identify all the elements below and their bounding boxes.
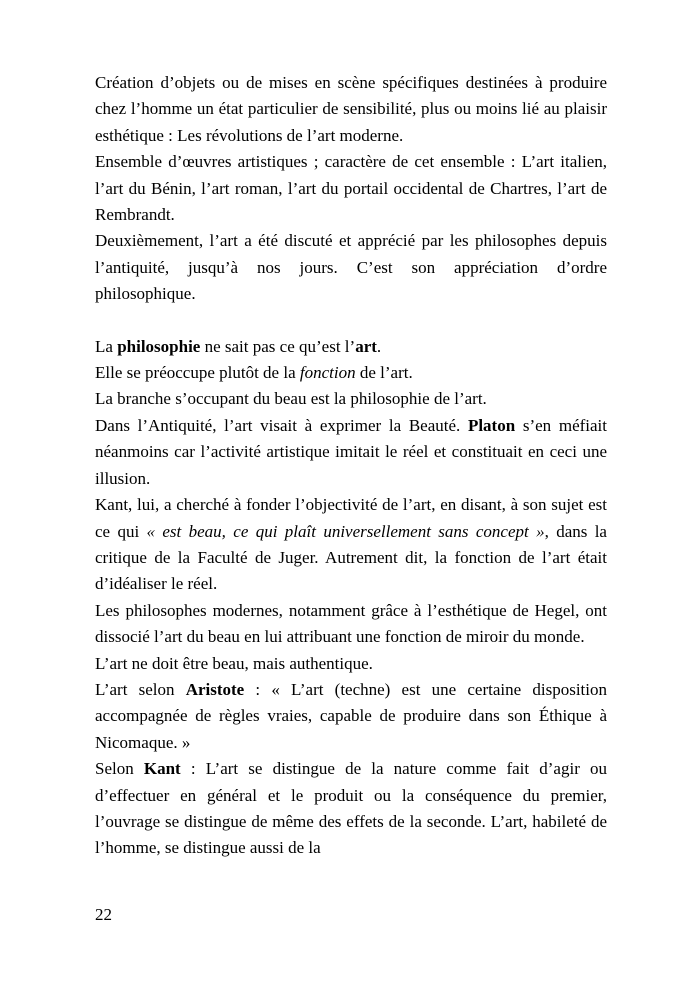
text-segment: Les philosophes modernes, notamment grâce à l’esthétique de Hegel, ont dissocié l’art du beau en lui attribuant une fonction de miroir du monde. bbox=[95, 600, 607, 647]
paragraph bbox=[95, 386, 607, 412]
text-segment: s’en méfiait néanmoins car l’activité artistique imitait le réel et constituait en ceci une illusion. bbox=[95, 415, 608, 488]
italic-text: fonction bbox=[299, 363, 356, 383]
paragraph bbox=[95, 334, 607, 360]
text-segment: Elle se préoccupe plutôt de la bbox=[95, 363, 300, 383]
page-number: 22 bbox=[95, 905, 112, 924]
text-segment: Kant, lui, a cherché à fonder l’objectivité de l’art, en disant, à son sujet est ce qui bbox=[95, 495, 607, 541]
paragraph bbox=[95, 360, 607, 386]
paragraph bbox=[95, 228, 607, 307]
text-segment: Création d’objets ou de mises en scène spécifiques destinées à produire chez l’homme un état particulier de sensibilité, plus ou moins lié au plaisir esthétique : Les révolutions de l’art moderne. bbox=[95, 73, 607, 145]
italic-text: « est beau, ce qui plaît universellement sans concept » bbox=[146, 521, 545, 541]
text-segment: Selon bbox=[95, 759, 144, 779]
text-segment: Ensemble d’œuvres artistiques ; caractère de cet ensemble : L’art italien, l’art du Bénin, l’art roman, l’art du portail occidental de Chartres, l’art de Rembrandt. bbox=[95, 152, 607, 225]
paragraph bbox=[95, 651, 607, 677]
text-segment: La branche s’occupant du beau est la philosophie de l’art. bbox=[95, 389, 487, 409]
text-segment: . bbox=[376, 336, 382, 356]
paragraph bbox=[95, 756, 607, 862]
text-segment: : « L’art (techne) est une certaine disposition accompagnée de règles vraies, capable de produire dans son Éthique à Nicomaque. » bbox=[95, 679, 607, 752]
text-segment: L’art selon bbox=[95, 679, 186, 699]
paragraph bbox=[95, 413, 607, 492]
bold-text: Platon bbox=[467, 415, 516, 435]
text-segment: , dans la critique de la Faculté de Juger. Autrement dit, la fonction de l’art était d’idéaliser le réel. bbox=[95, 521, 607, 594]
bold-text: Aristote bbox=[185, 679, 245, 699]
text-segment: Deuxièmement, l’art a été discuté et apprécié par les philosophes depuis l’antiquité, jusqu’à nos jours. C’est son appréciation d’ordre philosophique. bbox=[95, 231, 607, 304]
text-segment: L’art ne doit être beau, mais authentique. bbox=[95, 653, 373, 673]
text-segment: La bbox=[95, 336, 118, 356]
bold-text: philosophie bbox=[117, 336, 201, 356]
paragraph bbox=[95, 598, 607, 651]
text-segment: Dans l’Antiquité, l’art visait à exprimer la Beauté. bbox=[95, 415, 468, 435]
paragraph bbox=[95, 677, 607, 756]
bold-text: Kant bbox=[143, 759, 181, 779]
paragraph bbox=[95, 70, 607, 149]
text-segment: : L’art se distingue de la nature comme fait d’agir ou d’effectuer en général et le produit ou la conséquence du premier, l’ouvrage se distingue de même des effets de la seconde. L’art, habileté de l’homme, se distingue aussi de la bbox=[95, 759, 607, 858]
paragraph bbox=[95, 492, 607, 598]
text-segment: de l’art. bbox=[355, 363, 413, 383]
text-block bbox=[95, 70, 607, 862]
text-segment: ne sait pas ce qu’est l’ bbox=[200, 336, 356, 356]
paragraph bbox=[95, 149, 607, 228]
bold-text: art bbox=[355, 336, 377, 356]
